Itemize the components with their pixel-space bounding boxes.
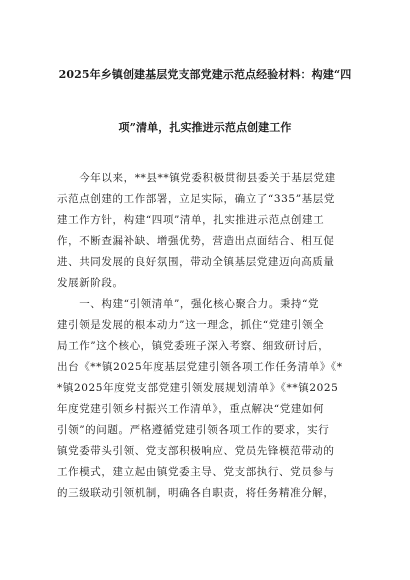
paragraph-line-12: 年度党建引领乡村振兴工作清单》，重点解决“党建如何 <box>57 403 325 415</box>
document-title-line-2: 项”清单，扎实推进示范点创建工作 <box>118 121 292 134</box>
paragraph-line-15: 工作模式，建立起由镇党委主导、党支部执行、党员参与 <box>57 466 335 478</box>
paragraph-line-6: 发展新阶段。 <box>57 277 124 289</box>
paragraph-line-4: 作，不断查漏补缺、增强优势，营造出点面结合、相互促 <box>57 235 335 247</box>
paragraph-line-16: 的三级联动引领机制，明确各自职责，将任务精准分解， <box>57 487 335 499</box>
paragraph-line-10: 出台《**镇2025年度基层党建引领各项工作任务清单》《* <box>57 361 343 373</box>
paragraph-line-14: 镇党委带头引领、党支部积极响应、党员先锋模范带动的 <box>57 445 335 457</box>
paragraph-line-7: 一、构建“引领清单”，强化核心聚合力。秉持“党 <box>57 298 320 310</box>
paragraph-line-3: 建工作方针，构建“四项”清单，扎实推进示范点创建工 <box>57 214 325 226</box>
paragraph-line-2: 示范点创建的工作部署，立足实际，确立了“335”基层党 <box>57 193 335 205</box>
paragraph-line-8: 建引领是发展的根本动力”这一理念，抓住“党建引领全 <box>57 319 325 331</box>
paragraph-line-1: 今年以来，**县**镇党委积极贯彻县委关于基层党建 <box>57 172 336 184</box>
paragraph-line-11: *镇2025年度党支部党建引领发展规划清单》《**镇2025 <box>57 382 339 394</box>
paragraph-line-13: 引领”的问题。严格遵循党建引领各项工作的要求，实行 <box>57 424 330 436</box>
document-title-line-1: 2025年乡镇创建基层党支部党建示范点经验材料：构建“四 <box>58 68 352 81</box>
paragraph-line-9: 局工作”这个核心，镇党委班子深入考察、细致研讨后， <box>57 340 330 352</box>
paragraph-line-5: 进、共同发展的良好氛围，带动全镇基层党建迈向高质量 <box>57 256 335 268</box>
